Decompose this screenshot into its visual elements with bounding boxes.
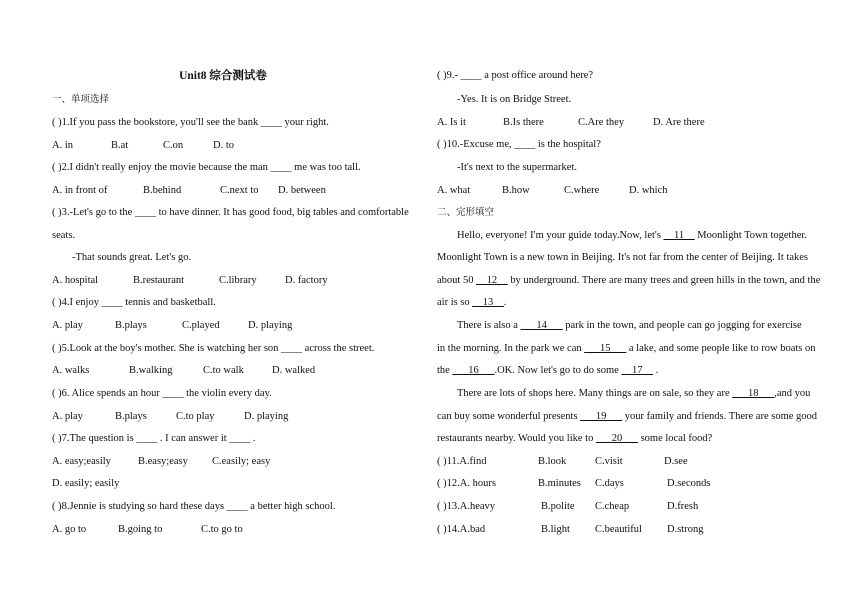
question-10: ( )10.-Excuse me, ____ is the hospital? [437,139,601,150]
question-13-option-c: C.cheap [595,501,630,512]
blank-11: __11__ [663,230,695,241]
cloze-paragraph-1-line-3: about 50 __12__ by underground. There are many trees and green hills in the town, and the [437,275,821,286]
blank-19: ___19___ [580,411,623,422]
question-13-option-d: D.fresh [667,501,699,512]
option-b: B.going to [118,524,163,535]
blank-13: __13__ [472,297,504,308]
option-b: B.walking [129,365,173,376]
option-c: C.where [564,185,600,196]
cloze-paragraph-1-line-4: air is so __13__. [437,297,507,308]
option-b: B.restaurant [133,275,185,286]
question-14-option-a: ( )14.A.bad [437,524,486,535]
cloze-paragraph-1-line-1: Hello, everyone! I'm your guide today.Now, let's __11__ Moonlight Town together. [457,230,807,241]
option-a: A. go to [52,524,87,535]
question-11-option-d: D.see [664,456,688,467]
question-6: ( )6. Alice spends an hour ____ the violin every day. [52,388,272,399]
question-3-reply: -That sounds great. Let's go. [72,252,192,263]
question-11-option-b: B.look [538,456,567,467]
blank-16: ___16___ [452,365,495,376]
section-heading-cloze: 二、完形填空 [437,207,495,218]
option-a: A. Is it [437,117,466,128]
question-3: ( )3.-Let's go to the ____ to have dinner. It has good food, big tables and comfortable [52,207,409,218]
question-12-option-b: B.minutes [538,478,581,489]
blank-20: ___20___ [595,433,638,444]
option-c: C.next to [220,185,259,196]
cloze-paragraph-3-line-1: There are lots of shops here. Many things are on sale, so they are ___18___,and you [457,388,811,399]
question-9-options [437,116,809,130]
page-title: Unit8 综合测试卷 [179,70,267,82]
question-14-option-d: D.strong [667,524,704,535]
cloze-paragraph-2-line-1: There is also a ___14___ park in the town, and people can go jogging for exercise [457,320,802,331]
option-a: A. in front of [52,185,108,196]
question-3-continued: seats. [52,230,76,241]
option-a: A. walks [52,365,90,376]
option-d: D. between [278,185,326,196]
option-a: A. hospital [52,275,99,286]
question-12-option-d: D.seconds [667,478,711,489]
blank-15: ___15___ [584,343,627,354]
section-heading-single-choice: 一、单项选择 [52,94,110,105]
option-d: D. factory [285,275,328,286]
option-a: A. play [52,411,83,422]
option-b: B.behind [143,185,182,196]
blank-17: __17__ [621,365,653,376]
option-c: C.library [219,275,257,286]
cloze-paragraph-1-line-2: Moonlight Town is a new town in Beijing. It's not far from the center of Beijing. It takes [437,252,809,263]
question-13 [437,500,809,514]
blank-18: ___18___ [732,388,775,399]
option-c: C.on [163,140,184,151]
question-9-reply: -Yes. It is on Bridge Street. [457,94,572,105]
question-5-options [52,364,394,378]
option-c: C.to walk [203,365,244,376]
question-8-options [52,523,394,537]
cloze-paragraph-2-line-3: the ___16___.OK. Now let's go to do some __17__ . [437,365,659,376]
option-d: D. walked [272,365,316,376]
blank-14: ___14___ [520,320,563,331]
option-a: A. easy;easily [52,456,111,467]
cloze-paragraph-2-line-2: in the morning. In the park we can ___15___ a lake, and some people like to row boats on [437,343,816,354]
option-c: C.to play [176,411,215,422]
question-12-option-a: ( )12.A. hours [437,478,496,489]
question-6-options [52,410,394,424]
option-d: D. to [213,140,234,151]
question-7-options [52,455,394,469]
question-13-option-a: ( )13.A.heavy [437,501,496,512]
question-2-options [52,184,394,198]
option-b: B.how [502,185,530,196]
option-c: C.easily; easy [212,456,271,467]
question-12 [437,477,809,491]
question-4-options [52,319,394,333]
question-5: ( )5.Look at the boy's mother. She is watching her son ____ across the street. [52,343,375,354]
cloze-paragraph-3-line-3: restaurants nearby. Would you like to ___20___ some local food? [437,433,713,444]
question-7-option-d: D. easily; easily [52,478,120,489]
option-b: B.Is there [503,117,544,128]
option-d: D. Are there [653,117,705,128]
option-d: D. playing [244,411,289,422]
option-a: A. what [437,185,471,196]
option-b: B.plays [115,411,147,422]
option-c: C.Are they [578,117,625,128]
option-c: C.played [182,320,220,331]
question-11 [437,455,809,469]
option-b: B.easy;easy [138,456,188,467]
question-14 [437,523,809,537]
question-10-options [437,184,809,198]
option-a: A. in [52,140,73,151]
question-10-reply: -It's next to the supermarket. [457,162,577,173]
question-2: ( )2.I didn't really enjoy the movie because the man ____ me was too tall. [52,162,361,173]
question-11-option-a: ( )11.A.find [437,456,487,467]
question-13-option-b: B.polite [541,501,575,512]
question-12-option-c: C.days [595,478,624,489]
cloze-paragraph-3-line-2: can buy some wonderful presents ___19___ your family and friends. There are some good [437,411,818,422]
option-d: D. playing [248,320,293,331]
question-14-option-c: C.beautiful [595,524,642,535]
question-1: ( )1.If you pass the bookstore, you'll see the bank ____ your right. [52,117,329,128]
option-a: A. play [52,320,83,331]
question-3-options [52,274,394,288]
question-14-option-b: B.light [541,524,570,535]
question-9: ( )9.- ____ a post office around here? [437,70,594,81]
question-11-option-c: C.visit [595,456,623,467]
question-7: ( )7.The question is ____ . I can answer it ____ . [52,433,256,444]
option-b: B.plays [115,320,147,331]
question-1-options [52,139,394,153]
option-d: D. which [629,185,668,196]
option-b: B.at [111,140,129,151]
option-c: C.to go to [201,524,243,535]
blank-12: __12__ [476,275,508,286]
question-4: ( )4.I enjoy ____ tennis and basketball. [52,297,216,308]
question-8: ( )8.Jennie is studying so hard these days ____ a better high school. [52,501,336,512]
